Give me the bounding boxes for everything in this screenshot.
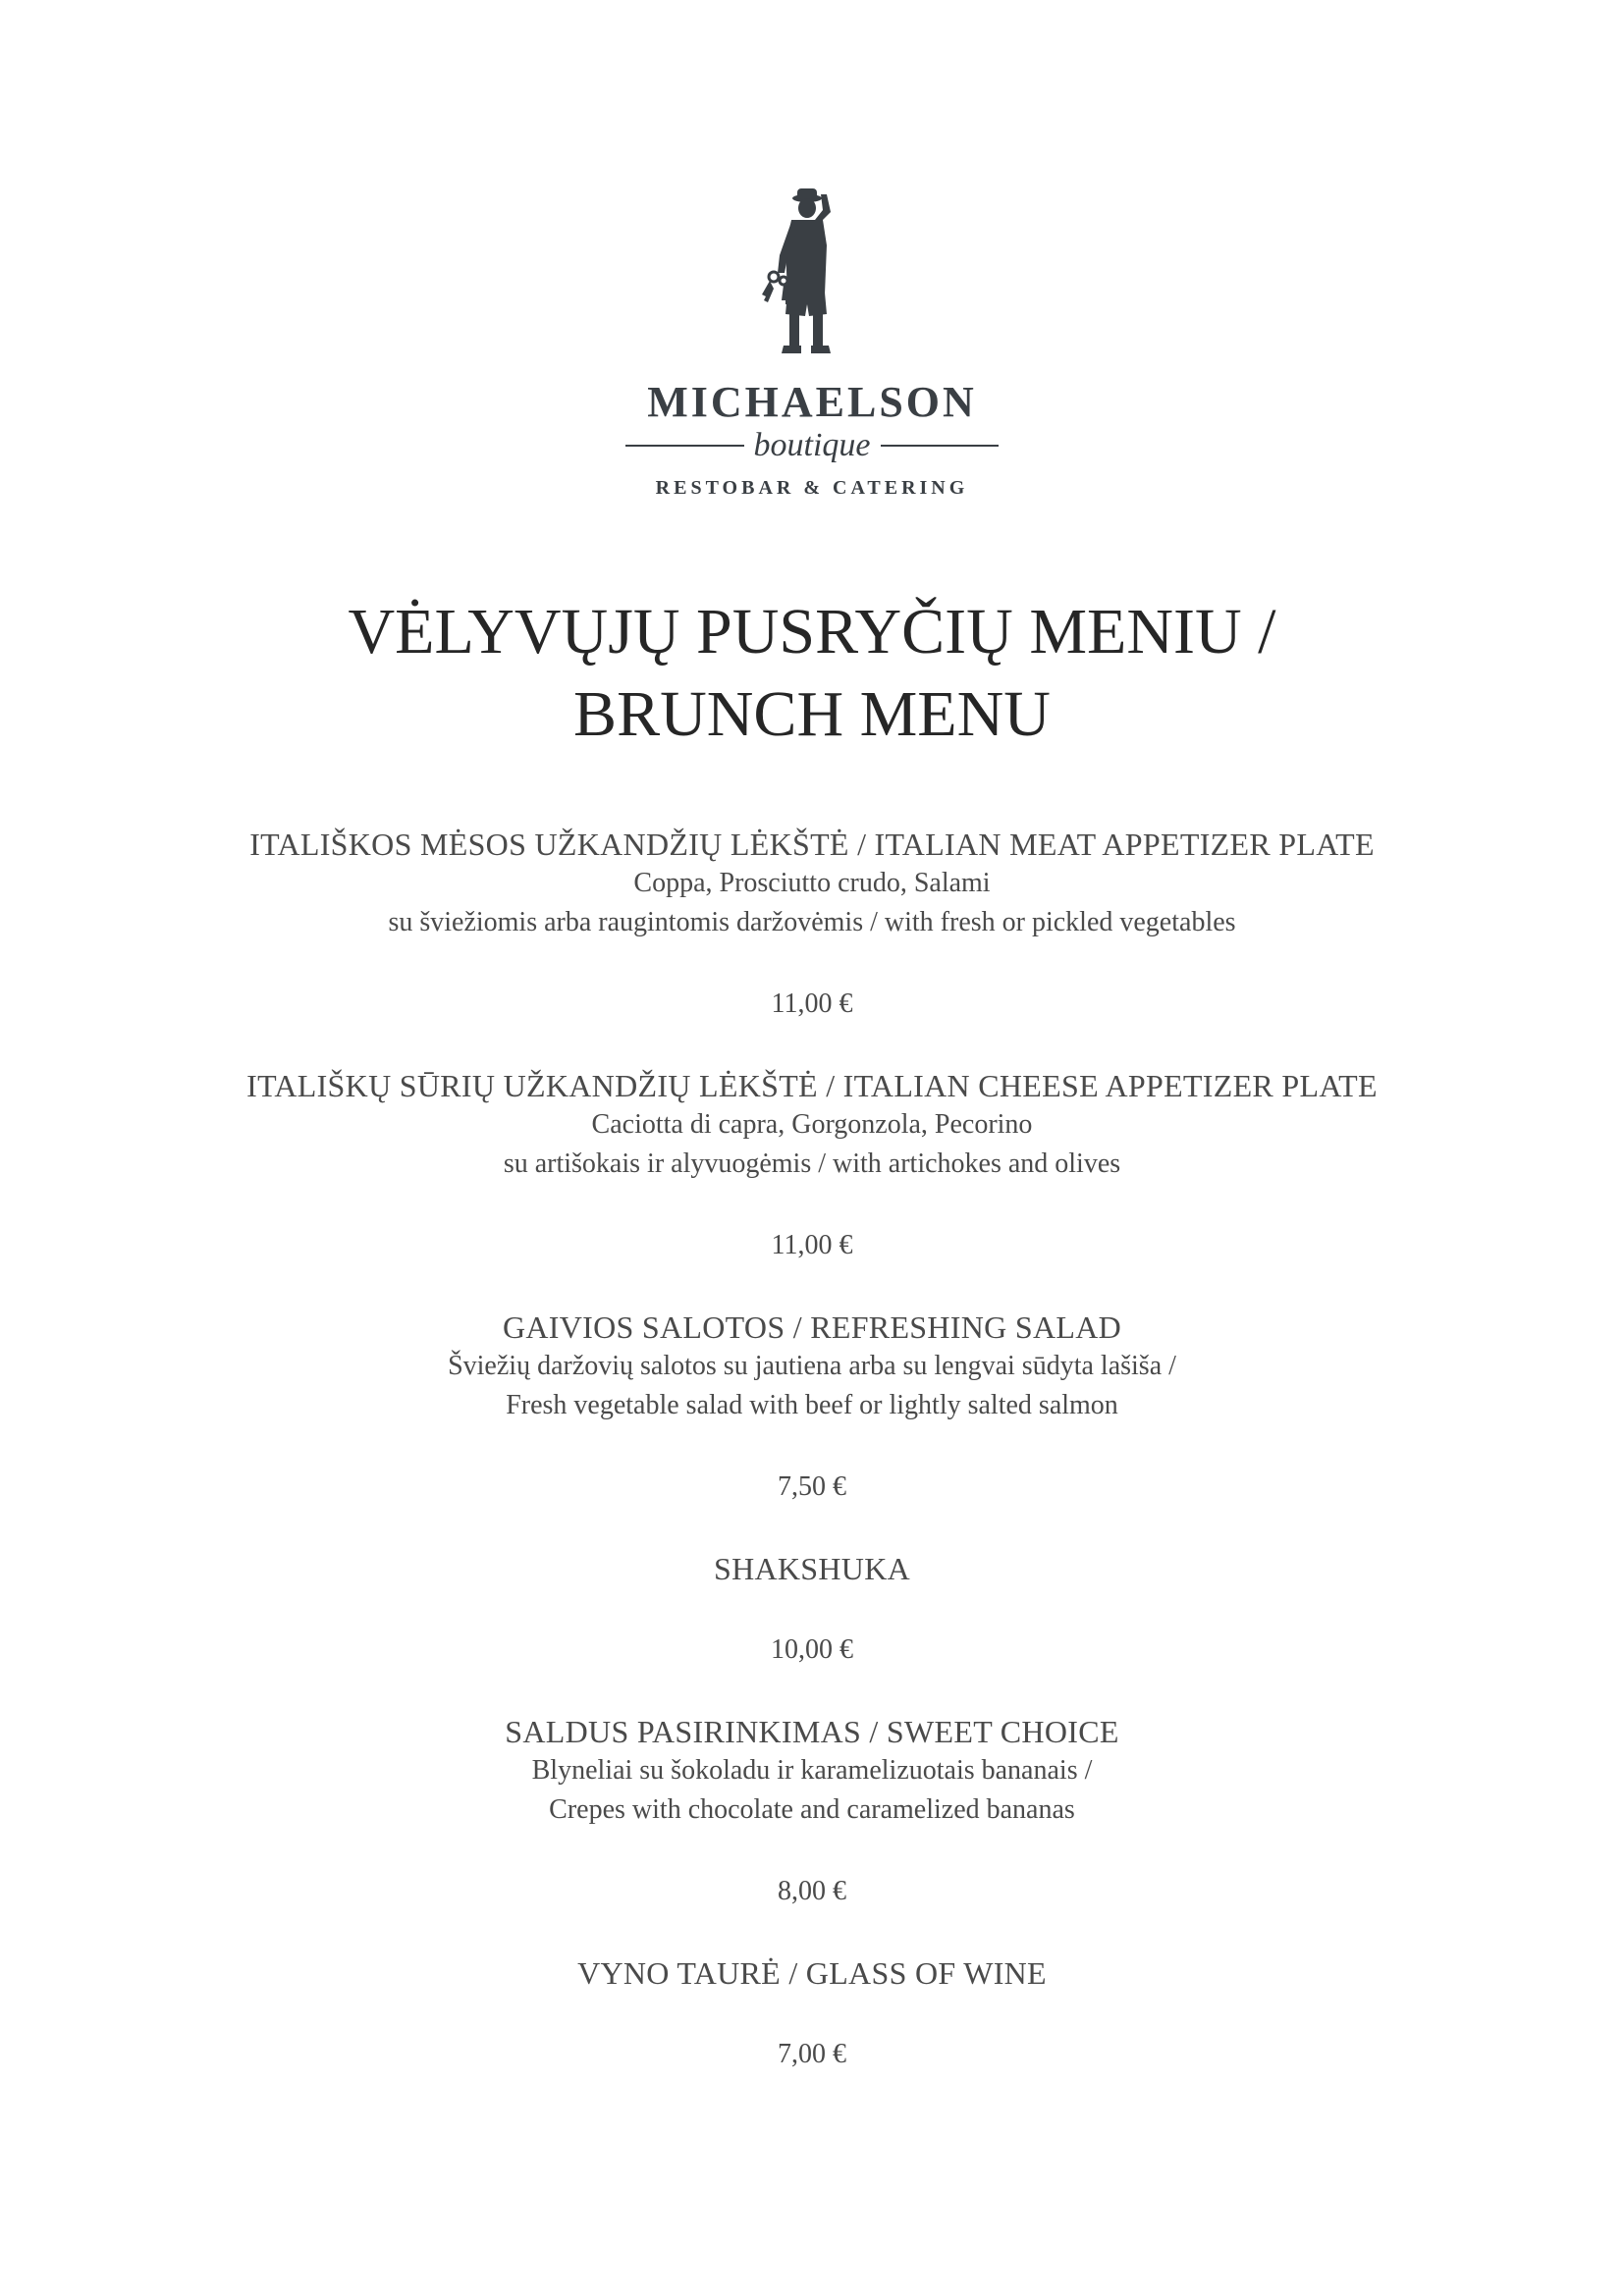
menu-item-name: SHAKSHUKA bbox=[713, 1551, 911, 1586]
menu-item-description: Crepes with chocolate and caramelized bananas bbox=[549, 1794, 1075, 1825]
brand-rule-right bbox=[881, 445, 1000, 447]
title-line-1: VĖLYVŲJŲ PUSRYČIŲ MENIU / bbox=[348, 596, 1276, 667]
menu-item-description: Coppa, Prosciutto crudo, Salami bbox=[633, 868, 991, 898]
menu-item-name: VYNO TAURĖ / GLASS OF WINE bbox=[577, 1955, 1047, 1991]
brand-rule-left bbox=[625, 445, 744, 447]
brand-logo bbox=[0, 187, 1624, 500]
menu-item-name: ITALIŠKOS MĖSOS UŽKANDŽIŲ LĖKŠTĖ / ITALIAN MEAT APPETIZER PLATE bbox=[249, 827, 1375, 862]
menu-item-name: SALDUS PASIRINKIMAS / SWEET CHOICE bbox=[505, 1714, 1119, 1749]
menu-list bbox=[0, 825, 1624, 2116]
menu-item-price: 7,50 € bbox=[778, 1471, 846, 1502]
menu-item-price: 8,00 € bbox=[778, 1876, 846, 1906]
brand-subtitle: boutique bbox=[753, 427, 871, 463]
menu-item bbox=[0, 1308, 1624, 1507]
menu-item-description: Fresh vegetable salad with beef or lightly salted salmon bbox=[506, 1390, 1118, 1420]
menu-item bbox=[0, 1549, 1624, 1670]
menu-item-price: 11,00 € bbox=[771, 988, 853, 1019]
menu-item bbox=[0, 1712, 1624, 1911]
menu-item-price: 10,00 € bbox=[771, 1634, 853, 1665]
menu-item-price: 11,00 € bbox=[771, 1230, 853, 1260]
brand-tagline: RESTOBAR & CATERING bbox=[655, 477, 969, 499]
brand-subtitle-row bbox=[625, 428, 999, 463]
menu-item-description: su šviežiomis arba raugintomis daržovėmis / with fresh or pickled vegetables bbox=[388, 907, 1236, 937]
menu-item-name: GAIVIOS SALOTOS / REFRESHING SALAD bbox=[502, 1309, 1122, 1345]
menu-item-description: Šviežių daržovių salotos su jautiena arba su lengvai sūdyta lašiša / bbox=[448, 1351, 1176, 1381]
menu-item-name: ITALIŠKŲ SŪRIŲ UŽKANDŽIŲ LĖKŠTĖ / ITALIAN CHEESE APPETIZER PLATE bbox=[246, 1068, 1378, 1103]
page-title bbox=[0, 591, 1624, 756]
menu-item bbox=[0, 1066, 1624, 1265]
gentleman-with-keys-icon bbox=[758, 187, 866, 365]
menu-item-description: Caciotta di capra, Gorgonzola, Pecorino bbox=[591, 1109, 1033, 1140]
menu-item-price: 7,00 € bbox=[778, 2039, 846, 2069]
title-line-2: BRUNCH MENU bbox=[573, 678, 1051, 750]
menu-item bbox=[0, 825, 1624, 1024]
menu-item-description: su artišokais ir alyvuogėmis / with artichokes and olives bbox=[503, 1148, 1121, 1179]
brand-name: MICHAELSON bbox=[647, 378, 977, 426]
menu-item-description: Blyneliai su šokoladu ir karamelizuotais bananais / bbox=[531, 1755, 1093, 1786]
menu-item bbox=[0, 1953, 1624, 2074]
